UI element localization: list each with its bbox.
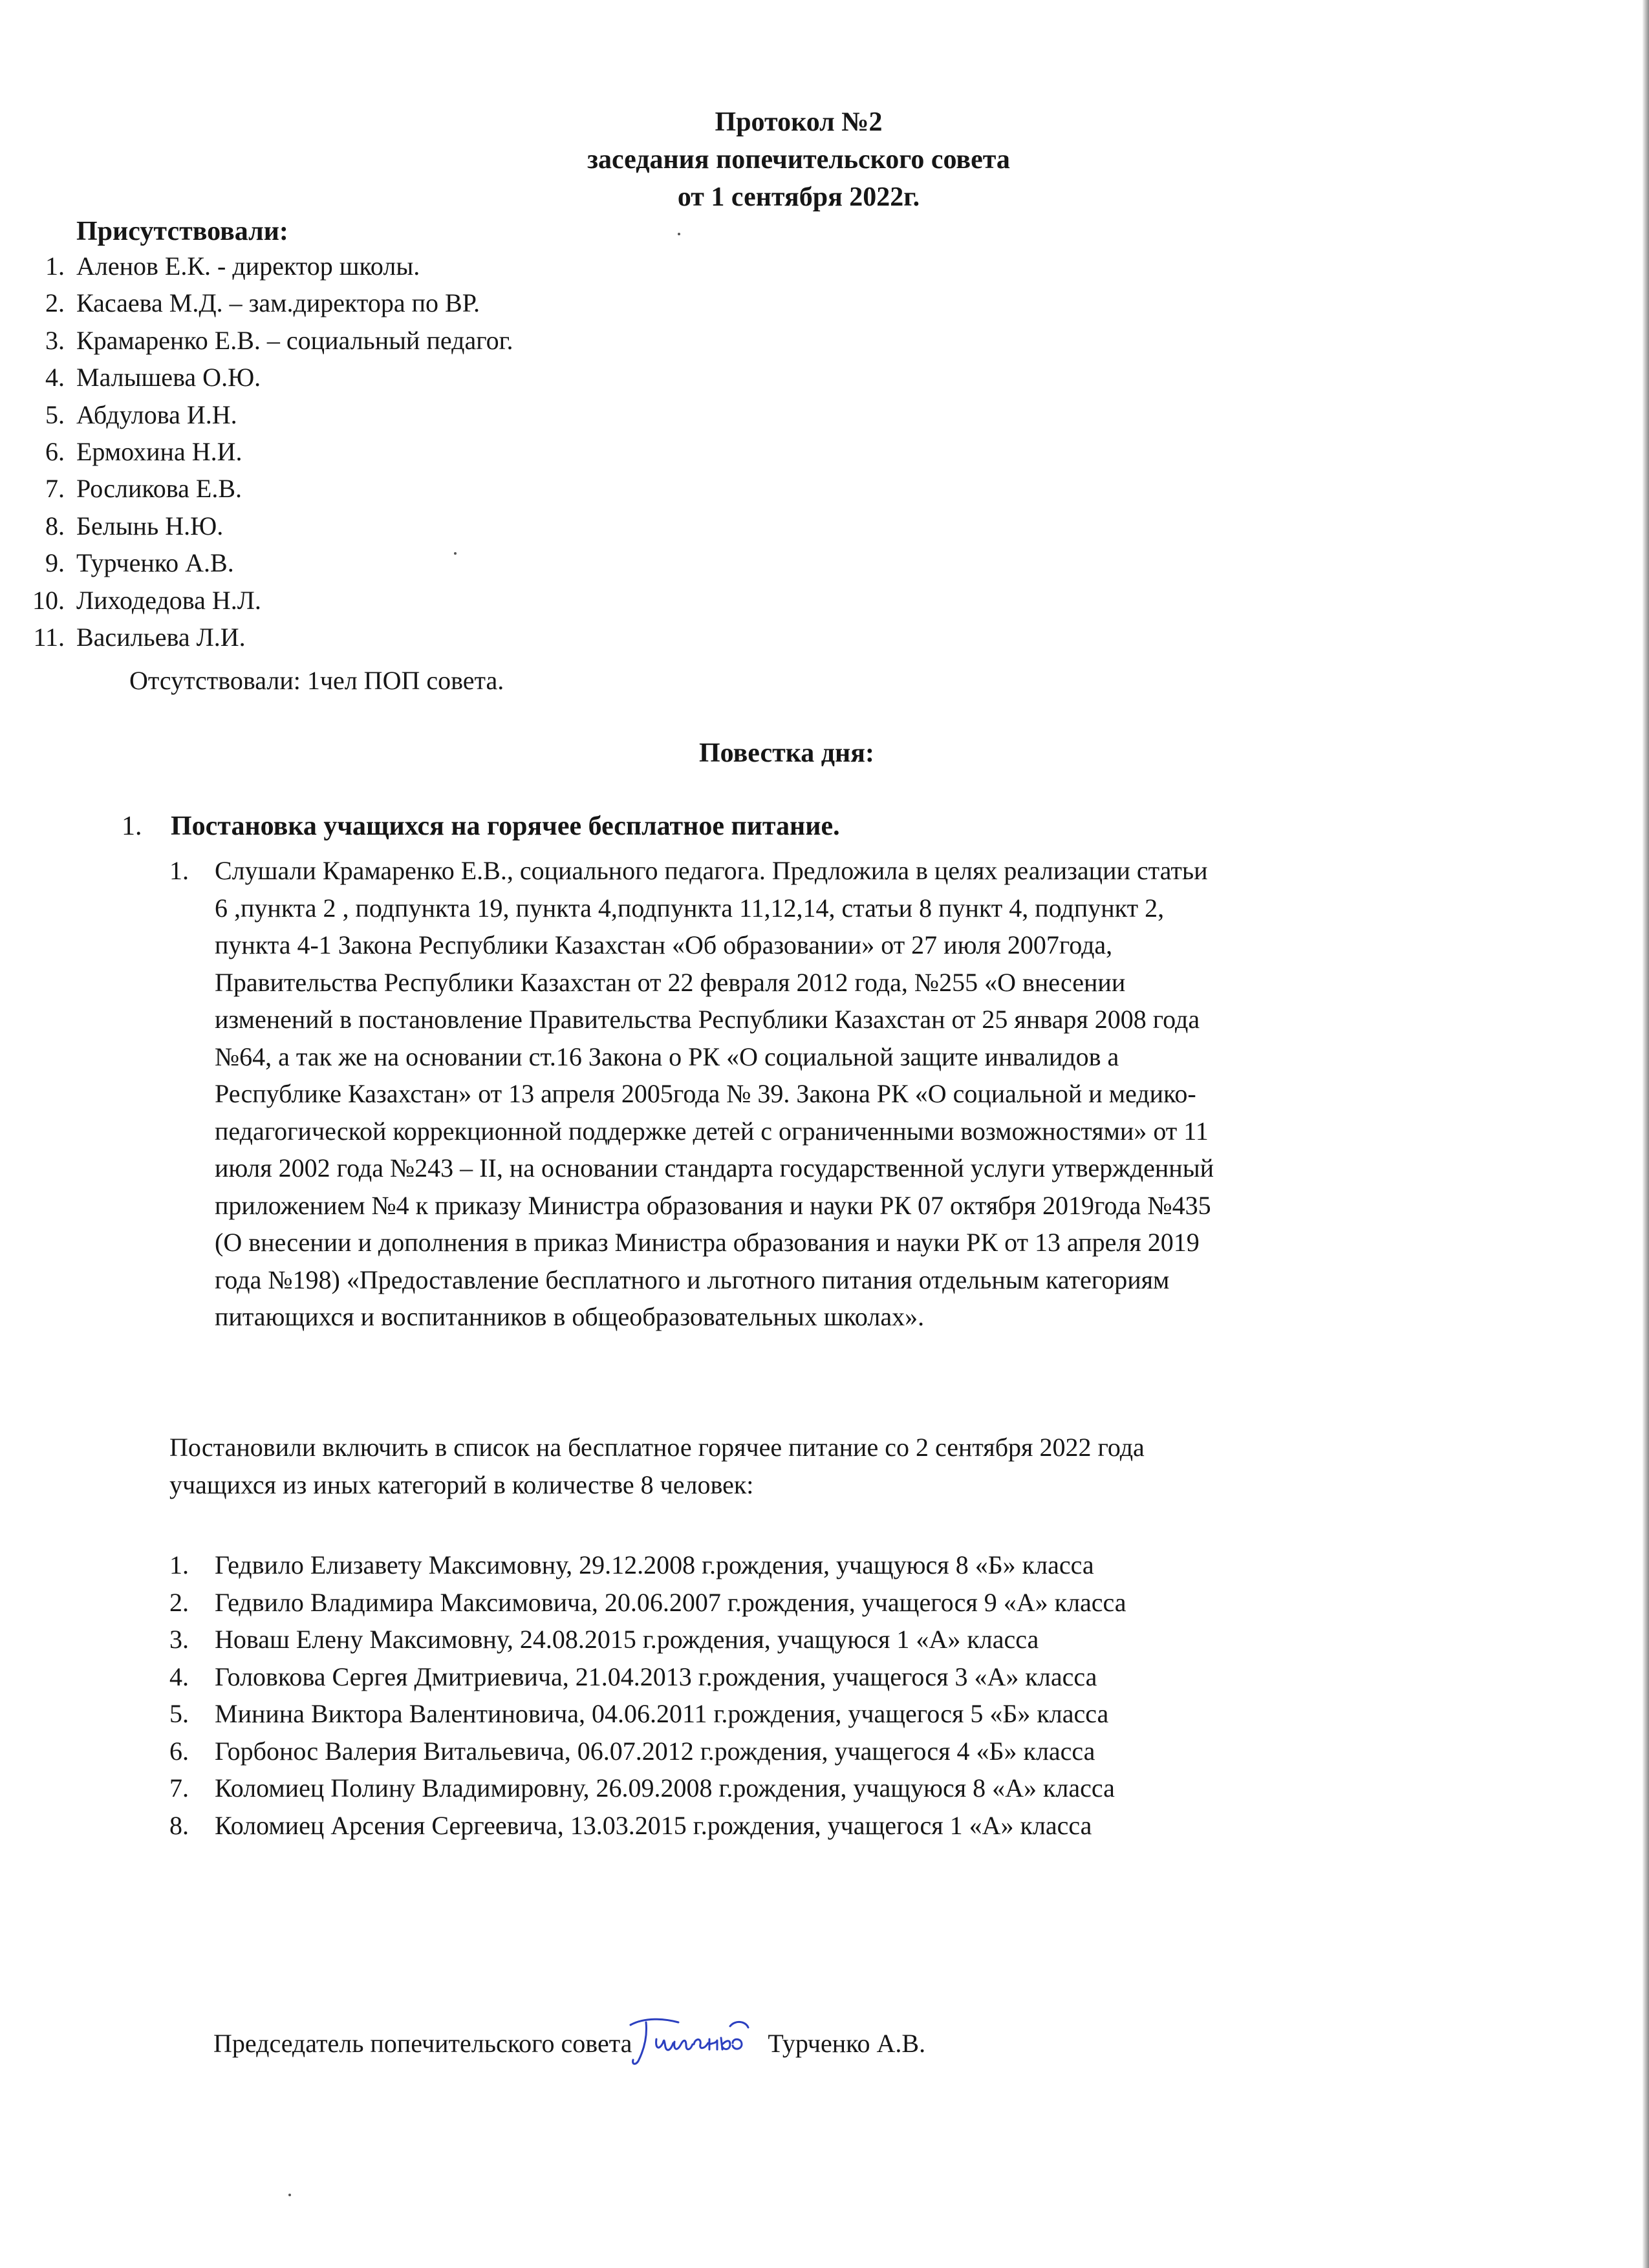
member-name: Малышева О.Ю. bbox=[76, 363, 261, 392]
list-number: 6. bbox=[169, 1736, 189, 1766]
document-header bbox=[0, 103, 1649, 216]
student-entry: Новаш Елену Максимовну, 24.08.2015 г.рождения, учащуюся 1 «А» класса bbox=[215, 1625, 1039, 1654]
paragraph-line: учащихся из иных категорий в количестве 8 человек: bbox=[169, 1470, 754, 1499]
member-name: Белынь Н.Ю. bbox=[76, 511, 224, 540]
list-number: 6. bbox=[45, 436, 65, 466]
document-date: от 1 сентября 2022г. bbox=[677, 182, 920, 212]
paragraph-line: изменений в постановление Правительства Республики Казахстан от 25 января 2008 года bbox=[215, 1005, 1200, 1034]
list-number: 3. bbox=[45, 325, 65, 355]
student-entry: Горбонос Валерия Витальевича, 06.07.2012 г.рождения, учащегося 4 «Б» класса bbox=[215, 1736, 1095, 1766]
list-number: 4. bbox=[45, 363, 65, 392]
paragraph-line: №64, а так же на основании ст.16 Закона о РК «О социальной защите инвалидов а bbox=[215, 1042, 1119, 1071]
paragraph-line: пункта 4-1 Закона Республики Казахстан «Об образовании» от 27 июля 2007года, bbox=[215, 930, 1113, 959]
member-name: Ермохина Н.И. bbox=[76, 436, 242, 466]
student-entry: Минина Виктора Валентиновича, 04.06.2011 г.рождения, учащегося 5 «Б» класса bbox=[215, 1699, 1109, 1728]
chair-name: Турченко А.В. bbox=[768, 2029, 926, 2059]
agenda-item-text: Постановка учащихся на горячее бесплатное питание. bbox=[171, 811, 840, 841]
list-number: 2. bbox=[169, 1587, 189, 1617]
list-number: 1. bbox=[169, 1550, 189, 1579]
member-name: Касаева М.Д. – зам.директора по ВР. bbox=[76, 288, 480, 318]
student-entry: Коломиец Полину Владимировну, 26.09.2008 г.рождения, учащуюся 8 «А» класса bbox=[215, 1773, 1115, 1803]
present-heading: Присутствовали: bbox=[76, 217, 288, 246]
scan-speck bbox=[454, 552, 457, 555]
heard-paragraph bbox=[169, 852, 1482, 1336]
list-number: 11. bbox=[33, 622, 65, 652]
list-number: 9. bbox=[45, 548, 65, 578]
scan-page-edge bbox=[1643, 0, 1649, 2268]
list-number: 5. bbox=[169, 1699, 189, 1728]
list-item bbox=[169, 1584, 1126, 1621]
handwritten-signature bbox=[619, 2011, 755, 2069]
list-number: 2. bbox=[45, 288, 65, 318]
list-number: 3. bbox=[169, 1625, 189, 1654]
student-entry: Коломиец Арсения Сергеевича, 13.03.2015 г.рождения, учащегося 1 «А» класса bbox=[215, 1810, 1092, 1840]
agenda-heading: Повестка дня: bbox=[699, 738, 874, 768]
list-number: 8. bbox=[45, 511, 65, 540]
agenda-item-number: 1. bbox=[122, 811, 142, 841]
list-item bbox=[169, 1770, 1126, 1807]
member-name: Аленов Е.К. - директор школы. bbox=[76, 251, 420, 281]
document-subtitle: заседания попечительского совета bbox=[587, 145, 1010, 175]
paragraph-line: приложением №4 к приказу Министра образования и науки РК 07 октября 2019года №435 bbox=[215, 1190, 1211, 1220]
scan-speck bbox=[288, 2194, 291, 2196]
list-item bbox=[169, 1807, 1126, 1845]
list-number: 7. bbox=[169, 1773, 189, 1803]
list-number: 4. bbox=[169, 1662, 189, 1691]
student-entry: Головкова Сергея Дмитриевича, 21.04.2013 г.рождения, учащегося 3 «А» класса bbox=[215, 1662, 1097, 1691]
member-name: Турченко А.В. bbox=[76, 548, 234, 578]
student-entry: Гедвило Владимира Максимовича, 20.06.2007 г.рождения, учащегося 9 «А» класса bbox=[215, 1587, 1126, 1617]
student-entry: Гедвило Елизавету Максимовну, 29.12.2008 г.рождения, учащуюся 8 «Б» класса bbox=[215, 1550, 1094, 1579]
list-number: 7. bbox=[45, 474, 65, 504]
paragraph-line: 6 ,пункта 2 , подпункта 19, пункта 4,подпункта 11,12,14, статьи 8 пункт 4, подпункт 2, bbox=[215, 893, 1165, 923]
list-item bbox=[169, 1621, 1126, 1658]
agenda-item bbox=[122, 808, 840, 844]
paragraph-line: питающихся и воспитанников в общеобразовательных школах». bbox=[215, 1302, 925, 1331]
list-number: 10. bbox=[32, 585, 65, 615]
list-item bbox=[169, 1695, 1126, 1733]
paragraph-line: Слушали Крамаренко Е.В., социального педагога. Предложила в целях реализации статьи bbox=[215, 856, 1208, 885]
member-name: Васильева Л.И. bbox=[76, 622, 246, 652]
list-number: 8. bbox=[169, 1810, 189, 1840]
member-name: Крамаренко Е.В. – социальный педагог. bbox=[76, 325, 513, 355]
list-number: 1. bbox=[45, 251, 65, 281]
paragraph-line: Правительства Республики Казахстан от 22 февраля 2012 года, №255 «О внесении bbox=[215, 967, 1126, 997]
resolution-paragraph bbox=[169, 1429, 1145, 1503]
member-name: Росликова Е.В. bbox=[76, 474, 242, 504]
list-item bbox=[169, 1546, 1126, 1584]
list-item bbox=[169, 1658, 1126, 1696]
absent-note: Отсутствовали: 1чел ПОП совета. bbox=[129, 666, 504, 695]
chair-label: Председатель попечительского совета bbox=[213, 2029, 632, 2059]
list-number: 5. bbox=[45, 400, 65, 429]
students-list bbox=[169, 1546, 1126, 1844]
member-name: Лиходедова Н.Л. bbox=[76, 585, 261, 615]
paragraph-line: года №198) «Предоставление бесплатного и льготного питания отдельным категориям bbox=[215, 1265, 1170, 1294]
member-name: Абдулова И.Н. bbox=[76, 400, 237, 429]
list-item bbox=[169, 1733, 1126, 1770]
paragraph-line: июля 2002 года №243 – II, на основании стандарта государственной услуги утвержденный bbox=[215, 1153, 1214, 1182]
paragraph-line: Республике Казахстан» от 13 апреля 2005года № 39. Закона РК «О социальной и медико- bbox=[215, 1079, 1196, 1108]
paragraph-line: (О внесении и дополнения в приказ Министра образования и науки РК от 13 апреля 2019 bbox=[215, 1228, 1200, 1257]
signature-block bbox=[213, 2017, 925, 2075]
heard-number: 1. bbox=[169, 856, 189, 885]
scan-speck bbox=[678, 233, 680, 235]
document-title: Протокол №2 bbox=[715, 107, 883, 137]
paragraph-line: Постановили включить в список на бесплатное горячее питание со 2 сентября 2022 года bbox=[169, 1433, 1145, 1462]
paragraph-line: педагогической коррекционной поддержке детей с ограниченными возможностями» от 11 bbox=[215, 1116, 1209, 1146]
